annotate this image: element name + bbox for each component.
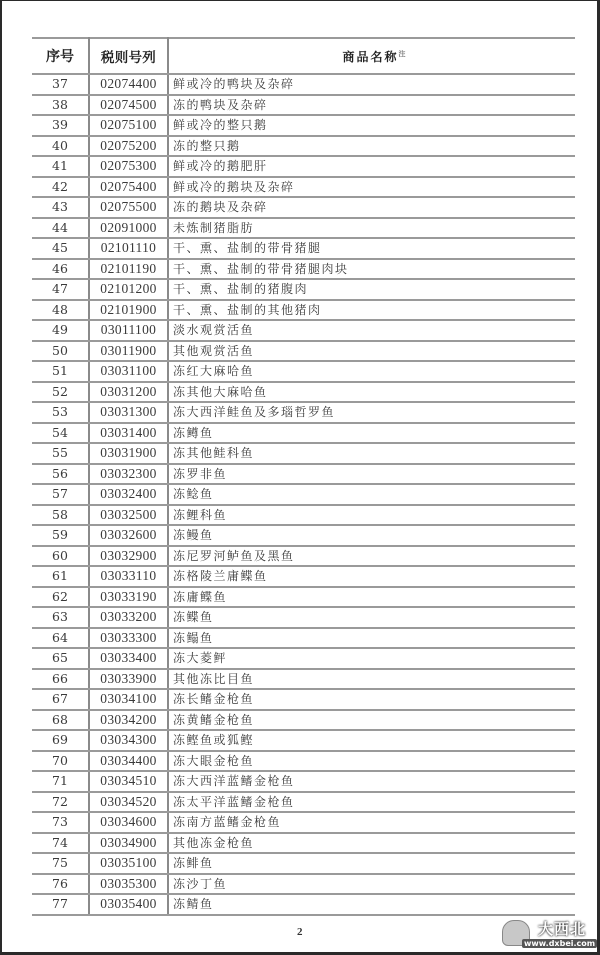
row-tariff-code: 03033190 xyxy=(89,587,168,608)
row-product-name: 冻鲱鱼 xyxy=(168,853,575,874)
table-row xyxy=(32,115,575,136)
row-tariff-code: 03033300 xyxy=(89,628,168,649)
row-product-name: 冻大菱鲆 xyxy=(168,648,575,669)
row-tariff-code: 03034600 xyxy=(89,812,168,833)
table-row xyxy=(32,730,575,751)
row-index: 54 xyxy=(32,423,89,444)
row-index: 40 xyxy=(32,136,89,157)
row-index: 62 xyxy=(32,587,89,608)
row-tariff-code: 02101110 xyxy=(89,238,168,259)
table-row xyxy=(32,587,575,608)
page-number: 2 xyxy=(297,926,303,938)
row-product-name: 冻的鹅块及杂碎 xyxy=(168,197,575,218)
row-index: 69 xyxy=(32,730,89,751)
row-product-name: 冻太平洋蓝鳍金枪鱼 xyxy=(168,792,575,813)
row-product-name: 鲜或冷的整只鹅 xyxy=(168,115,575,136)
table-row xyxy=(32,484,575,505)
row-tariff-code: 02091000 xyxy=(89,218,168,239)
row-index: 77 xyxy=(32,894,89,915)
row-index: 63 xyxy=(32,607,89,628)
row-product-name: 淡水观赏活鱼 xyxy=(168,320,575,341)
table-row xyxy=(32,95,575,116)
row-index: 59 xyxy=(32,525,89,546)
row-tariff-code: 03031900 xyxy=(89,443,168,464)
row-index: 64 xyxy=(32,628,89,649)
table-row xyxy=(32,874,575,895)
row-index: 75 xyxy=(32,853,89,874)
row-product-name: 鲜或冷的鹅肥肝 xyxy=(168,156,575,177)
row-product-name: 干、熏、盐制的带骨猪腿 xyxy=(168,238,575,259)
header-note-marker: 注 xyxy=(398,49,406,58)
table-row xyxy=(32,218,575,239)
row-index: 48 xyxy=(32,300,89,321)
row-tariff-code: 02101190 xyxy=(89,259,168,280)
row-product-name: 冻鲭鱼 xyxy=(168,894,575,915)
table-row xyxy=(32,156,575,177)
row-tariff-code: 02075400 xyxy=(89,177,168,198)
row-tariff-code: 03033900 xyxy=(89,669,168,690)
row-product-name: 鲜或冷的鸭块及杂碎 xyxy=(168,74,575,95)
row-tariff-code: 02101200 xyxy=(89,279,168,300)
row-index: 68 xyxy=(32,710,89,731)
row-product-name: 冻鳗鱼 xyxy=(168,525,575,546)
row-tariff-code: 03032500 xyxy=(89,505,168,526)
row-product-name: 冻其他鲑科鱼 xyxy=(168,443,575,464)
table-row xyxy=(32,464,575,485)
row-tariff-code: 03034510 xyxy=(89,771,168,792)
row-index: 61 xyxy=(32,566,89,587)
row-product-name: 其他冻比目鱼 xyxy=(168,669,575,690)
row-tariff-code: 03035400 xyxy=(89,894,168,915)
watermark-url: www.dxbei.com xyxy=(524,939,596,948)
header-tariff-code: 税则号列 xyxy=(89,38,168,74)
table-header-row xyxy=(32,38,575,74)
row-index: 72 xyxy=(32,792,89,813)
row-tariff-code: 03011900 xyxy=(89,341,168,362)
row-index: 76 xyxy=(32,874,89,895)
row-index: 38 xyxy=(32,95,89,116)
row-product-name: 冻大西洋鲑鱼及多瑙哲罗鱼 xyxy=(168,402,575,423)
row-product-name: 冻的整只鹅 xyxy=(168,136,575,157)
row-index: 50 xyxy=(32,341,89,362)
row-tariff-code: 02075500 xyxy=(89,197,168,218)
row-index: 73 xyxy=(32,812,89,833)
row-index: 41 xyxy=(32,156,89,177)
row-tariff-code: 03011100 xyxy=(89,320,168,341)
row-index: 44 xyxy=(32,218,89,239)
row-product-name: 冻罗非鱼 xyxy=(168,464,575,485)
row-index: 45 xyxy=(32,238,89,259)
row-product-name: 冻南方蓝鳍金枪鱼 xyxy=(168,812,575,833)
table-row xyxy=(32,423,575,444)
row-index: 66 xyxy=(32,669,89,690)
table-row xyxy=(32,546,575,567)
row-product-name: 鲜或冷的鹅块及杂碎 xyxy=(168,177,575,198)
row-product-name: 冻鳟鱼 xyxy=(168,423,575,444)
table-row xyxy=(32,320,575,341)
row-product-name: 冻红大麻哈鱼 xyxy=(168,361,575,382)
table-row xyxy=(32,628,575,649)
row-index: 53 xyxy=(32,402,89,423)
table-row xyxy=(32,177,575,198)
row-index: 51 xyxy=(32,361,89,382)
table-row xyxy=(32,710,575,731)
row-tariff-code: 03033110 xyxy=(89,566,168,587)
row-product-name: 冻鲶鱼 xyxy=(168,484,575,505)
table-row xyxy=(32,505,575,526)
row-index: 74 xyxy=(32,833,89,854)
row-product-name: 其他观赏活鱼 xyxy=(168,341,575,362)
row-tariff-code: 03033400 xyxy=(89,648,168,669)
row-product-name: 冻庸鲽鱼 xyxy=(168,587,575,608)
table-row xyxy=(32,648,575,669)
table-row xyxy=(32,402,575,423)
row-product-name: 其他冻金枪鱼 xyxy=(168,833,575,854)
row-index: 67 xyxy=(32,689,89,710)
row-index: 55 xyxy=(32,443,89,464)
row-tariff-code: 03032900 xyxy=(89,546,168,567)
row-tariff-code: 03034200 xyxy=(89,710,168,731)
tariff-table xyxy=(32,37,575,916)
row-tariff-code: 03031300 xyxy=(89,402,168,423)
table-row xyxy=(32,771,575,792)
table-row xyxy=(32,382,575,403)
table-row xyxy=(32,669,575,690)
row-tariff-code: 03034520 xyxy=(89,792,168,813)
table-row xyxy=(32,566,575,587)
table-row xyxy=(32,197,575,218)
row-tariff-code: 03034900 xyxy=(89,833,168,854)
table-row xyxy=(32,894,575,915)
row-tariff-code: 03032600 xyxy=(89,525,168,546)
row-product-name: 干、熏、盐制的猪腹肉 xyxy=(168,279,575,300)
row-product-name: 冻长鳍金枪鱼 xyxy=(168,689,575,710)
row-product-name: 冻鲽鱼 xyxy=(168,607,575,628)
row-tariff-code: 03031100 xyxy=(89,361,168,382)
row-product-name: 冻鲣鱼或狐鲣 xyxy=(168,730,575,751)
row-tariff-code: 02074400 xyxy=(89,74,168,95)
table-row xyxy=(32,361,575,382)
table-row xyxy=(32,812,575,833)
row-product-name: 冻鳎鱼 xyxy=(168,628,575,649)
row-index: 39 xyxy=(32,115,89,136)
table-row xyxy=(32,689,575,710)
row-index: 56 xyxy=(32,464,89,485)
table-row xyxy=(32,853,575,874)
row-index: 47 xyxy=(32,279,89,300)
row-tariff-code: 03032400 xyxy=(89,484,168,505)
row-tariff-code: 03034400 xyxy=(89,751,168,772)
document-page xyxy=(2,1,597,952)
table-body xyxy=(32,74,575,915)
row-product-name: 冻的鸭块及杂碎 xyxy=(168,95,575,116)
row-tariff-code: 03034100 xyxy=(89,689,168,710)
table-row xyxy=(32,74,575,95)
table-row xyxy=(32,525,575,546)
row-index: 57 xyxy=(32,484,89,505)
row-tariff-code: 02075100 xyxy=(89,115,168,136)
row-index: 37 xyxy=(32,74,89,95)
row-product-name: 干、熏、盐制的其他猪肉 xyxy=(168,300,575,321)
row-product-name: 冻大眼金枪鱼 xyxy=(168,751,575,772)
row-product-name: 冻黄鳍金枪鱼 xyxy=(168,710,575,731)
row-tariff-code: 03034300 xyxy=(89,730,168,751)
row-product-name: 冻沙丁鱼 xyxy=(168,874,575,895)
table-row xyxy=(32,136,575,157)
row-tariff-code: 03035100 xyxy=(89,853,168,874)
row-index: 46 xyxy=(32,259,89,280)
header-product-name-label: 商品名称 xyxy=(342,49,399,64)
row-index: 43 xyxy=(32,197,89,218)
table-row xyxy=(32,607,575,628)
row-index: 65 xyxy=(32,648,89,669)
row-product-name: 冻格陵兰庸鲽鱼 xyxy=(168,566,575,587)
header-index: 序号 xyxy=(32,38,89,74)
table-row xyxy=(32,341,575,362)
row-index: 60 xyxy=(32,546,89,567)
row-product-name: 冻其他大麻哈鱼 xyxy=(168,382,575,403)
row-tariff-code: 03032300 xyxy=(89,464,168,485)
row-index: 52 xyxy=(32,382,89,403)
row-product-name: 冻尼罗河鲈鱼及黑鱼 xyxy=(168,546,575,567)
table-row xyxy=(32,279,575,300)
watermark xyxy=(502,918,598,950)
row-tariff-code: 02074500 xyxy=(89,95,168,116)
table-row xyxy=(32,443,575,464)
table-row xyxy=(32,833,575,854)
row-index: 71 xyxy=(32,771,89,792)
row-index: 49 xyxy=(32,320,89,341)
table-row xyxy=(32,259,575,280)
table-row xyxy=(32,300,575,321)
row-tariff-code: 02075300 xyxy=(89,156,168,177)
table-row xyxy=(32,792,575,813)
row-product-name: 未炼制猪脂肪 xyxy=(168,218,575,239)
row-index: 42 xyxy=(32,177,89,198)
row-tariff-code: 03031200 xyxy=(89,382,168,403)
row-tariff-code: 03035300 xyxy=(89,874,168,895)
watermark-title: 大西北 xyxy=(538,920,587,938)
row-tariff-code: 02075200 xyxy=(89,136,168,157)
row-product-name: 冻鲤科鱼 xyxy=(168,505,575,526)
table-row xyxy=(32,238,575,259)
row-product-name: 冻大西洋蓝鳍金枪鱼 xyxy=(168,771,575,792)
row-tariff-code: 03033200 xyxy=(89,607,168,628)
row-product-name: 干、熏、盐制的带骨猪腿肉块 xyxy=(168,259,575,280)
header-product-name xyxy=(168,38,575,74)
row-tariff-code: 02101900 xyxy=(89,300,168,321)
row-tariff-code: 03031400 xyxy=(89,423,168,444)
table-row xyxy=(32,751,575,772)
row-index: 70 xyxy=(32,751,89,772)
row-index: 58 xyxy=(32,505,89,526)
